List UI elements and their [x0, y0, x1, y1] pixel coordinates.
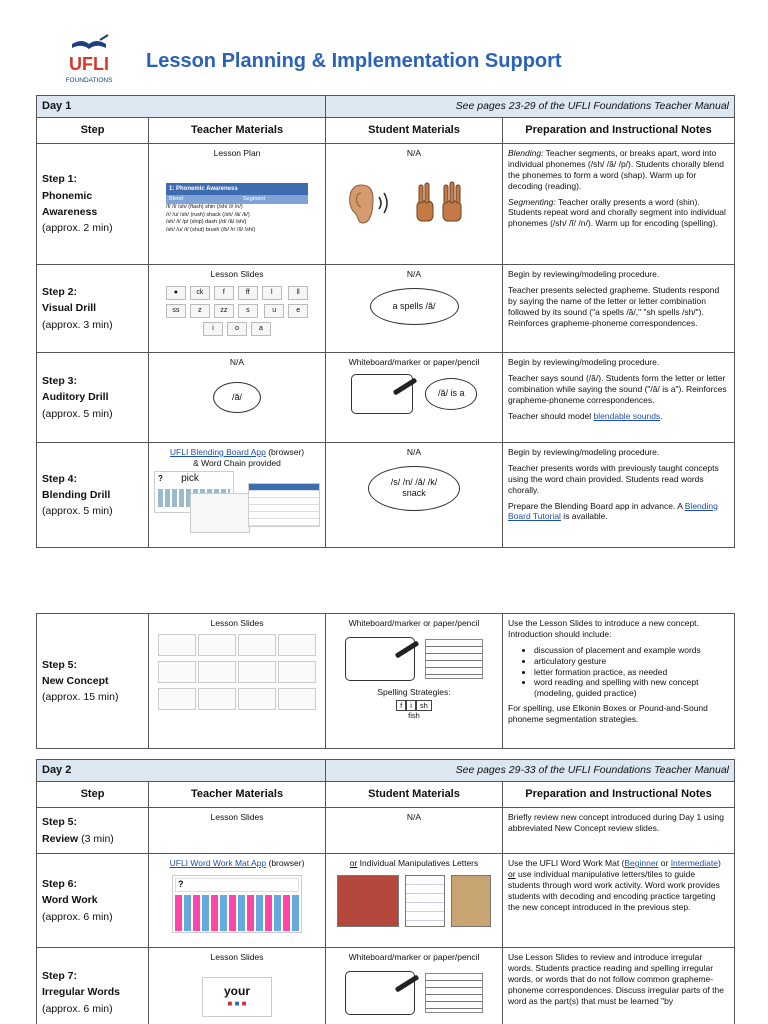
step-name: Blending Drill — [42, 488, 111, 501]
step-number: Step 1: — [42, 173, 78, 186]
table-row — [37, 144, 735, 265]
blendable-sounds-link[interactable]: blendable sounds — [593, 410, 661, 421]
note-text: Begin by reviewing/modeling procedure. — [508, 357, 660, 367]
step-time: (approx. 2 min) — [42, 222, 113, 235]
grapheme-tile: ● — [166, 286, 186, 300]
grapheme-tile: u — [264, 304, 284, 318]
note-text: For spelling, use Elkonin Boxes or Pound-and-Sound phoneme segmentation strategies. — [508, 703, 708, 724]
board-word: pick — [181, 472, 199, 484]
pa-line: /sh/ /u/ /t/ (shut) brush (/b/ /r/ /ŭ/ /sh/) — [166, 226, 256, 233]
notes-cell — [503, 948, 735, 1024]
pa-blend: Blend — [169, 195, 184, 202]
note-segmenting — [508, 197, 729, 230]
grapheme-tile: i — [203, 322, 223, 336]
teacher-material-label: Lesson Slides — [210, 269, 264, 279]
teacher-materials-cell — [149, 614, 326, 749]
pa-title: 1: Phonemic Awareness — [166, 183, 308, 195]
student-materials-cell — [326, 265, 503, 353]
teacher-materials-cell — [149, 265, 326, 353]
teacher-materials-cell: Lesson Slides — [149, 808, 326, 854]
pa-line: /f/ /l/ /sh/ (flash) shin (/sh/ /i/ /n/) — [166, 204, 243, 211]
note-text: Teacher segments, or breaks apart, word into individual phonemes (/sh/ /ă/ /p/). Students chorally blend the phonemes to form a word (shap). Warm up for decoding (reading). — [508, 148, 724, 191]
step-time: (approx. 5 min) — [42, 505, 113, 518]
teacher-materials-cell — [149, 144, 326, 265]
grapheme-tile: ss — [166, 304, 186, 318]
step-cell — [37, 265, 149, 353]
col-step: Step — [37, 782, 149, 808]
note-text: Teacher orally presents a word (shin). Students repeat word and chorally segment into individual phonemes (/sh/ /ĭ/ /n/). Warm up for encoding (spelling). — [508, 196, 726, 229]
speech-bubble: /ă/ is a — [425, 378, 478, 410]
column-header-row — [37, 782, 735, 808]
day2-table — [36, 759, 735, 1024]
grapheme-tile: f — [214, 286, 234, 300]
list-item: • articulatory gesture — [534, 656, 729, 667]
teacher-material-label: Lesson Plan — [213, 148, 261, 158]
grapheme-tile: e — [288, 304, 308, 318]
grapheme-tile: a — [251, 322, 271, 336]
or-label: or — [349, 858, 358, 868]
col-student: Student Materials — [326, 782, 503, 808]
col-student: Student Materials — [326, 118, 503, 144]
speech-bubble: /ă/ — [213, 382, 261, 414]
teacher-material-label: N/A — [229, 357, 245, 367]
col-notes: Preparation and Instructional Notes — [503, 118, 735, 144]
marker-icon — [395, 640, 420, 658]
step-cell — [37, 808, 149, 854]
col-notes: Preparation and Instructional Notes — [503, 782, 735, 808]
step-name: New Concept — [42, 674, 109, 687]
grapheme-tile: l — [262, 286, 282, 300]
grapheme-tile: o — [227, 322, 247, 336]
step-time: (approx. 3 min) — [42, 318, 113, 331]
notes-cell — [503, 854, 735, 948]
step-name: Review — [42, 832, 79, 845]
beginner-link[interactable]: Beginner — [624, 858, 659, 868]
student-materials-cell — [326, 144, 503, 265]
step-number: Step 4: — [42, 472, 78, 485]
speech-bubble: a spells /ă/ — [370, 288, 459, 326]
word-work-mat-link[interactable]: UFLI Word Work Mat App — [169, 858, 267, 868]
spelling-strategies-label: Spelling Strategies: — [377, 686, 451, 697]
table-row — [37, 353, 735, 443]
list-item: • letter formation practice, as needed — [534, 667, 729, 678]
word-work-mat-preview: ? — [172, 875, 302, 933]
link-note: (browser) — [266, 858, 305, 868]
notes-cell — [503, 808, 735, 854]
student-material-label: Whiteboard/marker or paper/pencil — [348, 618, 480, 628]
ear-and-fingers-icon — [339, 177, 489, 227]
grapheme-tile: ck — [190, 286, 210, 300]
paper-icon — [425, 639, 483, 679]
step-name: Word Work — [42, 894, 98, 907]
notes-cell — [503, 265, 735, 353]
concept-list — [534, 645, 729, 699]
step-number: Step 2: — [42, 286, 78, 299]
day1-table — [36, 95, 735, 548]
student-materials-cell — [326, 948, 503, 1024]
new-concept-table — [36, 613, 735, 749]
note-text: Teacher should model blendable sounds. — [508, 410, 663, 421]
note-text: Prepare the Blending Board app in advance. A Blending Board Tutorial is available. — [508, 500, 718, 522]
note-text: Begin by reviewing/modeling procedure. — [508, 269, 660, 279]
step-cell — [37, 614, 149, 749]
table-row — [37, 614, 735, 749]
day1-header-row — [37, 96, 735, 118]
note-text: Teacher presents selected grapheme. Students respond by saying the name of the letter or letter combination followed by its sound ("a spells /ă/," "sh spells /sh/"). Reinforces grapheme-phoneme correspondences. — [508, 284, 720, 328]
step-cell — [37, 353, 149, 443]
note-text: Teacher presents words with previously taught concepts using the word chain provided. Students read words chorally. — [508, 462, 719, 495]
notes-cell — [503, 443, 735, 548]
table-row — [37, 808, 735, 854]
student-materials-cell — [326, 854, 503, 948]
teacher-material-label: Lesson Slides — [210, 952, 264, 962]
column-header-row — [37, 118, 735, 144]
student-material-label: N/A — [406, 148, 422, 158]
step-number: Step 3: — [42, 375, 78, 388]
step-number: Step 5: — [42, 816, 78, 829]
elkonin-boxes: f i sh fish — [329, 700, 499, 721]
col-teacher: Teacher Materials — [149, 782, 326, 808]
speech-bubble: /s/ /n/ /ă/ /k/ snack — [368, 466, 461, 511]
list-item: • word reading and spelling with new concept (modeling, guided practice) — [534, 677, 729, 699]
student-material-label: Individual Manipulatives Letters — [357, 858, 479, 868]
teacher-materials-cell — [149, 443, 326, 548]
table-row — [37, 443, 735, 548]
step-number: Step 6: — [42, 878, 78, 891]
note-text: Use the UFLI Word Work Mat (Beginner or Intermediate) or use individual manipulative letters/tiles to guide students through word work activity. Word work provides students with decoding and encoding practice targeting the new concept introduced in the previous step. — [508, 858, 721, 912]
step-number: Step 7: — [42, 970, 78, 983]
step-cell — [37, 948, 149, 1024]
page-title: Lesson Planning & Implementation Support — [146, 50, 562, 72]
step-name: Visual Drill — [42, 302, 97, 315]
blending-board-preview: ? pick — [152, 471, 322, 537]
step-name: Irregular Words — [42, 986, 120, 999]
step-cell — [37, 144, 149, 265]
whiteboard-icon — [345, 637, 415, 681]
step-time: (approx. 15 min) — [42, 691, 119, 704]
note-blending — [508, 148, 729, 192]
student-materials-cell: N/A — [326, 808, 503, 854]
step-time: (approx. 6 min) — [42, 1002, 113, 1015]
note-text: Use the Lesson Slides to introduce a new concept. Introduction should include: — [508, 618, 699, 639]
whiteboard-icon — [351, 374, 413, 414]
notes-cell — [503, 353, 735, 443]
manual-reference: See pages 23-29 of the UFLI Foundations Teacher Manual — [326, 96, 735, 118]
note-text: Teacher says sound (/ă/). Students form the letter or letter combination while saying the sound ("/ă/ is a"). Reinforces grapheme-phoneme correspondences. — [508, 372, 727, 405]
whiteboard-icon — [345, 971, 415, 1015]
intermediate-link[interactable]: Intermediate — [670, 858, 718, 868]
day-label: Day 1 — [37, 96, 326, 118]
col-step: Step — [37, 118, 149, 144]
grapheme-tile: ff — [238, 286, 258, 300]
grapheme-tiles — [162, 284, 312, 338]
note-lead: Segmenting: — [508, 196, 556, 207]
grapheme-tile: z — [190, 304, 210, 318]
table-row — [37, 265, 735, 353]
step-cell — [37, 443, 149, 548]
teacher-material-label: Lesson Slides — [210, 618, 264, 628]
student-material-label: N/A — [406, 447, 422, 457]
ufli-logo — [60, 34, 118, 88]
pa-line: /r/ /u/ /sh/ (rush) shack (/sh/ /ă/ /k/) — [166, 211, 250, 218]
student-materials-cell — [326, 353, 503, 443]
grapheme-tile: zz — [214, 304, 234, 318]
manual-reference: See pages 29-33 of the UFLI Foundations Teacher Manual — [326, 760, 735, 782]
step-name: Phonemic Awareness — [42, 189, 98, 218]
slide-thumbnails — [152, 633, 322, 714]
logo-subtext: FOUNDATIONS — [65, 77, 113, 84]
note-text: Briefly review new concept introduced during Day 1 using abbreviated New Concept review slides. — [508, 812, 724, 833]
marker-icon — [392, 377, 417, 395]
link-note: (browser) — [265, 447, 305, 457]
step-cell — [37, 854, 149, 948]
teacher-materials-cell — [149, 854, 326, 948]
manipulative-letters-image — [329, 875, 499, 930]
step-time: (approx. 6 min) — [42, 910, 113, 923]
student-material-label: Whiteboard/marker or paper/pencil — [348, 357, 480, 367]
day2-header-row — [37, 760, 735, 782]
notes-cell — [503, 614, 735, 749]
student-materials-cell — [326, 443, 503, 548]
col-teacher: Teacher Materials — [149, 118, 326, 144]
note-text: Begin by reviewing/modeling procedure. — [508, 447, 660, 457]
teacher-materials-cell — [149, 353, 326, 443]
note-text: Use Lesson Slides to review and introduce irregular words. Students practice reading and spelling irregular words, or words that do not follow common grapheme-phoneme correspondences. Discuss irregular parts of the word as the part(s) that must be learned "by — [508, 952, 724, 1006]
step-name: Auditory Drill — [42, 391, 109, 404]
step-time: (3 min) — [81, 832, 114, 845]
list-item: • discussion of placement and example words — [534, 645, 729, 656]
student-material-label: Whiteboard/marker or paper/pencil — [348, 952, 480, 962]
table-row — [37, 948, 735, 1024]
notes-cell — [503, 144, 735, 265]
grapheme-tile: s — [238, 304, 258, 318]
pa-line: /sh/ /i/ /p/ (ship) dash (/d/ /ă/ /sh/) — [166, 219, 247, 226]
blending-board-link[interactable]: UFLI Blending Board App — [169, 447, 266, 457]
teacher-materials-cell — [149, 948, 326, 1024]
student-materials-cell — [326, 614, 503, 749]
pa-segment: Segment — [243, 195, 266, 202]
blending-board-tutorial-link[interactable]: Blending Board Tutorial — [508, 500, 718, 522]
marker-icon — [395, 974, 420, 992]
step-number: Step 5: — [42, 658, 78, 671]
day-label: Day 2 — [37, 760, 326, 782]
logo-text: UFLI — [69, 54, 109, 74]
paper-icon — [425, 973, 483, 1013]
student-material-label: N/A — [406, 269, 422, 279]
note-lead: Blending: — [508, 148, 544, 158]
teacher-material-label: & Word Chain provided — [193, 457, 281, 468]
grapheme-tile: ll — [288, 286, 308, 300]
irregular-word-slide: your ■ ■ ■ — [202, 977, 272, 1017]
table-row — [37, 854, 735, 948]
step-time: (approx. 5 min) — [42, 407, 113, 420]
lesson-plan-preview — [166, 183, 308, 234]
